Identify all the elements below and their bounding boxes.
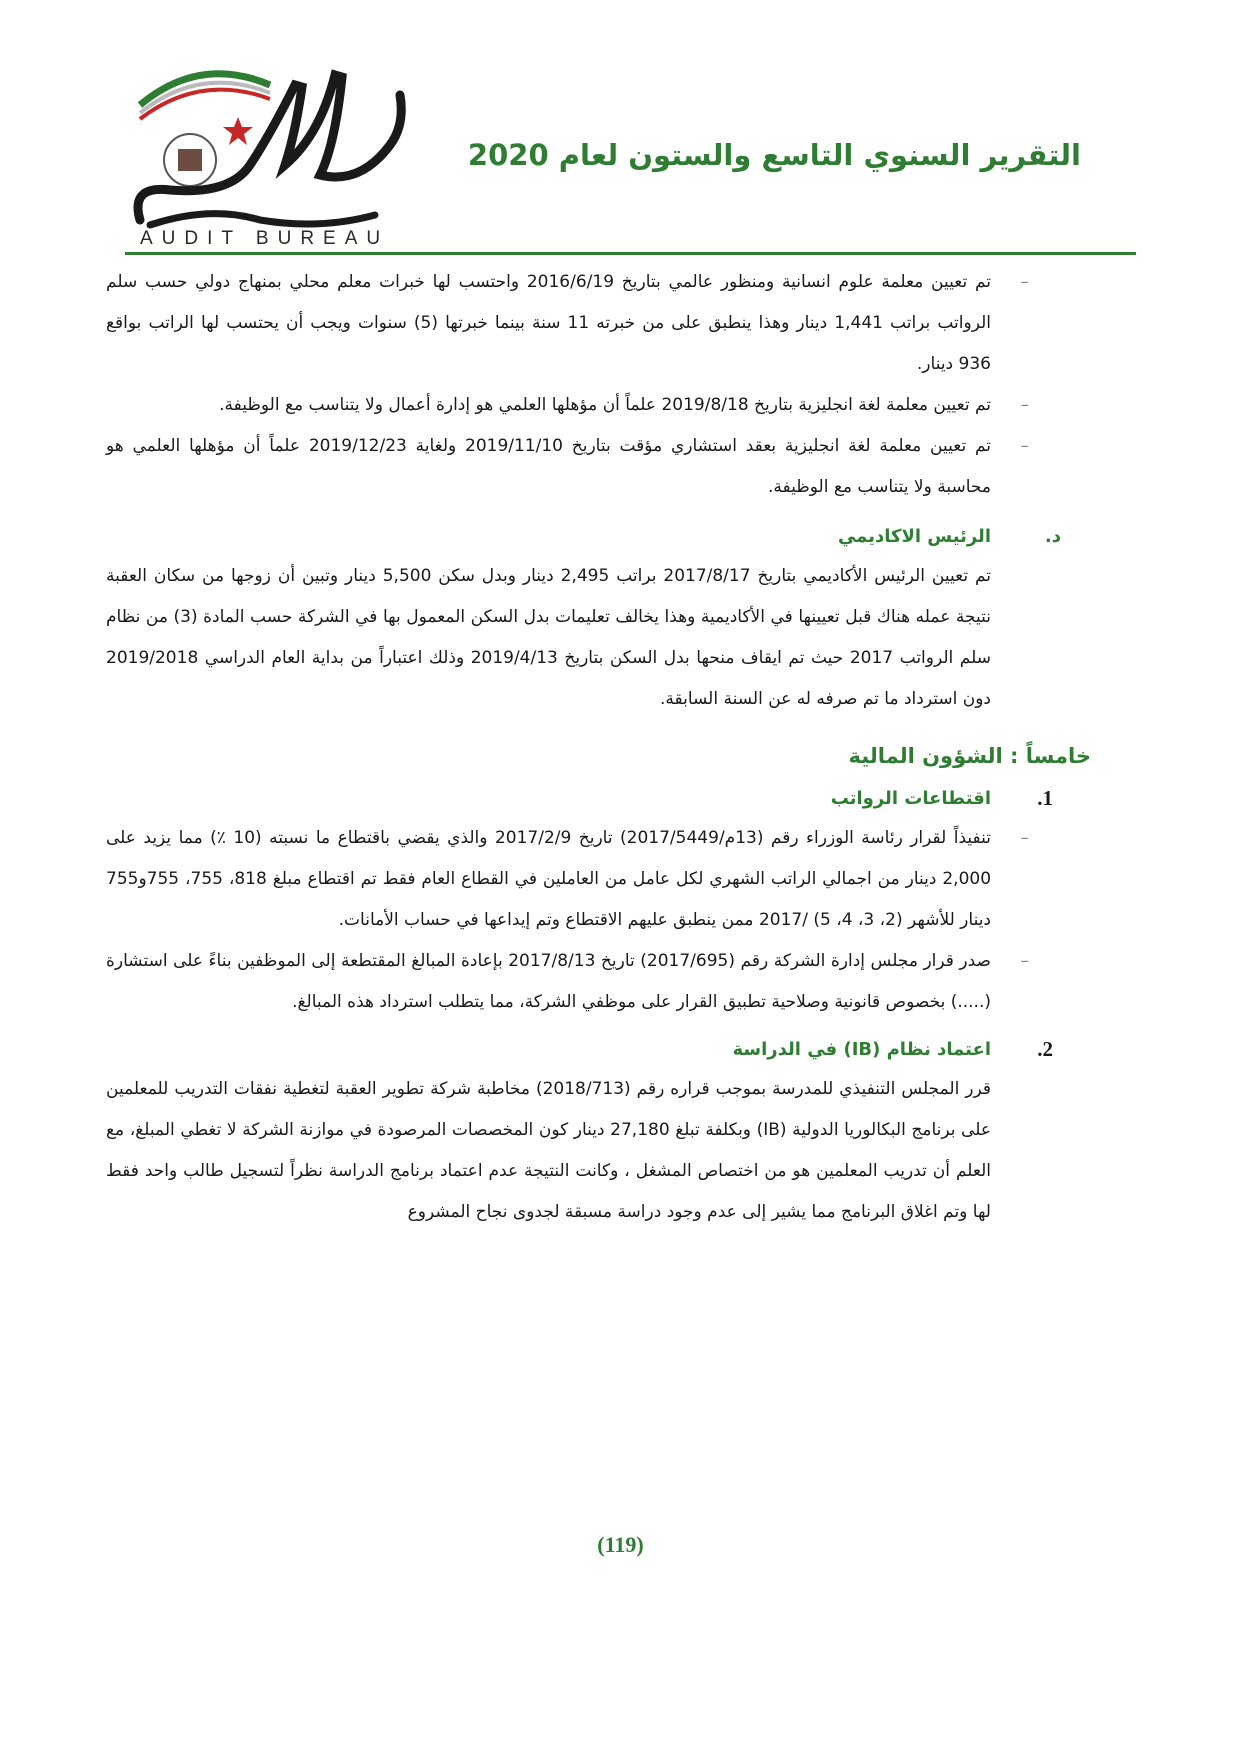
dash-bullet-icon: –: [1020, 828, 1029, 848]
section-title-financial: خامساً : الشؤون المالية: [848, 744, 1091, 768]
ib-program-paragraph: قرر المجلس التنفيذي للمدرسة بموجب قراره رقم (2018/713) مخاطبة شركة تطوير العقبة لتغطية نفقات التدريب للمعلمين على برنامج البكالوريا الدولية (IB) وبكلفة تبلغ 27,180 دينار كون المخصصات المرصودة في موازنة الشركة لا تغطي المبلغ، مع العلم أن تدريب المعلمين هو من اختصاص المشغل ، وكانت النتيجة عدم اعتماد برنامج الدراسة نظراً لتسجيل طالب واحد فقط لها وتم اغلاق البرنامج مما يشير إلى عدم وجود دراسة مسبقة لجدوى نجاح المشروع: [106, 1079, 992, 1222]
numbered-heading-2: [106, 1029, 1053, 1069]
page-content: [106, 262, 1091, 1233]
heading-number: 2.: [1037, 1037, 1053, 1061]
subsection-heading-d: [106, 516, 1061, 556]
page-header: [0, 0, 1241, 255]
audit-bureau-logo: [120, 55, 420, 250]
bullet-paragraph: – صدر قرار مجلس إدارة الشركة رقم (2017/695) تاريخ 2017/8/13 بإعادة المبالغ المقتطعة إلى الموظفين بناءً على استشارة (.....) بخصوص قانونية وصلاحية تطبيق القرار على موظفي الشركة، مما يتطلب استرداد هذه المبالغ.: [106, 941, 991, 1023]
heading-title: اعتماد نظام (IB) في الدراسة: [732, 1039, 991, 1060]
bullet-paragraph: – تم تعيين معلمة لغة انجليزية بتاريخ 2019/8/18 علماً أن مؤهلها العلمي هو إدارة أعمال ولا يتناسب مع الوظيفة.: [106, 385, 991, 426]
bullet-paragraph: – تنفيذاً لقرار رئاسة الوزراء رقم (13م/2017/5449) تاريخ 2017/2/9 والذي يقضي باقتطاع ما نسبته (10 ٪) مما يزيد على 2,000 دينار من اجمالي الراتب الشهري لكل عامل من العاملين في القطاع العام فقط تم اقتطاع مبلغ 818، 755، 755و755 دينار للأشهر (2، 3، 4، 5) /2017 ممن ينطبق عليهم الاقتطاع وتم إيداعها في حساب الأمانات.: [106, 818, 991, 941]
bullet-paragraph: – تم تعيين معلمة لغة انجليزية بعقد استشاري مؤقت بتاريخ 2019/11/10 ولغاية 2019/12/23 علماً أن مؤهلها العلمي هو محاسبة ولا يتناسب مع الوظيفة.: [106, 426, 991, 508]
bullet-paragraph: – تم تعيين معلمة علوم انسانية ومنظور عالمي بتاريخ 2016/6/19 واحتسب لها خبرات معلم محلي بمنهاج دولي حسب سلم الرواتب براتب 1,441 دينار وهذا ينطبق على من خبرته 11 سنة بينما خبرتها (5) سنوات ويجب أن يحتسب لها الراتب بواقع 936 دينار.: [106, 262, 991, 385]
heading-number: 1.: [1037, 786, 1053, 810]
subsection-marker: د.: [1044, 526, 1061, 547]
academic-head-paragraph: تم تعيين الرئيس الأكاديمي بتاريخ 2017/8/17 براتب 2,495 دينار وبدل سكن 5,500 دينار وتبين أن زوجها من سكان العقبة نتيجة عمله هناك قبل تعيينها في الأكاديمية وهذا يخالف تعليمات بدل السكن المعمول بها في الشركة حسب المادة (3) من نظام سلم الرواتب 2017 حيث تم ايقاف منحها بدل السكن بتاريخ 2019/4/13 وذلك اعتباراً من بداية العام الدراسي 2019/2018 دون استرداد ما تم صرفه له عن السنة السابقة.: [106, 566, 991, 709]
logo-english-text: AUDIT BUREAU: [140, 228, 390, 249]
header-divider: [125, 252, 1136, 255]
dash-bullet-icon: –: [1020, 951, 1029, 971]
report-title: التقرير السنوي التاسع والستون لعام 2020: [467, 138, 1081, 172]
dash-bullet-icon: –: [1020, 272, 1029, 292]
dash-bullet-icon: –: [1020, 436, 1029, 456]
dash-bullet-icon: –: [1020, 395, 1029, 415]
subsection-title: الرئيس الاكاديمي: [837, 526, 991, 547]
page-number: (119): [597, 1532, 644, 1557]
heading-title: اقتطاعات الرواتب: [830, 788, 991, 809]
numbered-heading-1: [106, 778, 1053, 818]
